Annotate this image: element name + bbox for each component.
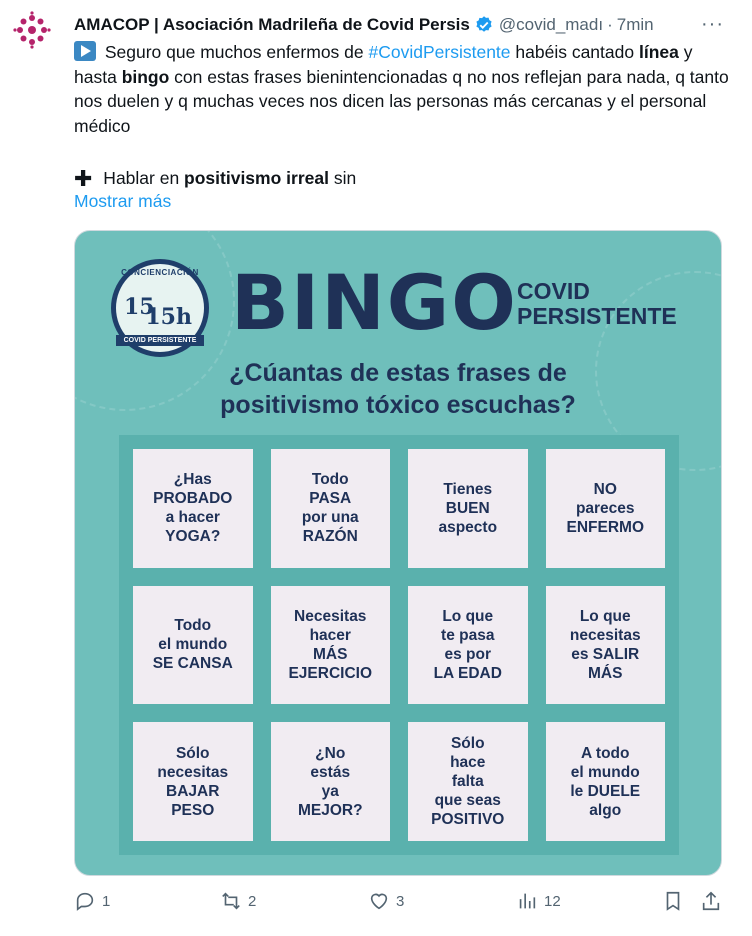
views-count: 12	[544, 892, 561, 910]
bingo-grid	[119, 435, 679, 855]
bingo-cell-line: le DUELE	[570, 782, 641, 800]
bingo-cell-line: es por	[444, 645, 491, 663]
tweet-text	[74, 40, 734, 138]
bingo-cell	[546, 722, 666, 841]
bingo-cell-line: Sólo	[450, 735, 485, 753]
bingo-cell-text	[302, 470, 359, 546]
bingo-cell-line: BUEN	[445, 499, 490, 517]
subtitle-line-1: COVID	[517, 278, 590, 304]
bingo-cell-line: hace	[450, 754, 486, 772]
badge-top-text: CONCIENCIACIÓN	[121, 268, 199, 277]
bingo-cell-line: necesitas	[157, 763, 229, 781]
like-button[interactable]	[368, 890, 404, 912]
text-part-2: habéis cantado	[510, 42, 639, 62]
more-options-icon[interactable]: ···	[701, 13, 724, 35]
bingo-cell-line: PROBADO	[153, 490, 233, 508]
bingo-cell-line: YOGA?	[165, 528, 221, 546]
subtitle-line-2: PERSISTENTE	[517, 303, 677, 329]
bingo-cell-text	[434, 607, 502, 683]
badge-number-1: 15	[124, 294, 155, 320]
plus-icon: ✚	[74, 166, 93, 191]
bingo-cell-line: SE CANSA	[152, 655, 233, 673]
bingo-cell-line: falta	[451, 773, 484, 791]
bingo-cell-text	[438, 480, 497, 537]
bingo-cell-text	[570, 744, 640, 820]
line2-post: sin	[328, 168, 357, 188]
verified-badge-icon	[474, 15, 494, 35]
bingo-cell	[133, 722, 253, 841]
bingo-cell-line: POSITIVO	[431, 811, 505, 829]
bingo-cell-line: Tienes	[443, 480, 493, 498]
bookmark-button[interactable]	[662, 890, 684, 912]
badge-bottom-text: COVID PERSISTENTE	[116, 335, 204, 346]
text-part-4: con estas frases bienintencionadas q no nos reflejan para nada, q tanto nos duelen y q muchas veces nos dicen las personas más cercanas y el personal médico	[74, 66, 729, 136]
bingo-cell-text	[288, 607, 372, 683]
bingo-cell-line: algo	[589, 801, 622, 819]
author-handle[interactable]: @covid_madı	[498, 15, 604, 34]
bingo-cell-line: Lo que	[579, 607, 631, 625]
bingo-cell-line: PESO	[171, 801, 215, 819]
tweet-text-line-2	[74, 166, 356, 191]
bookmark-icon	[662, 890, 684, 912]
question-line-2: positivismo tóxico escuchas?	[220, 391, 576, 419]
share-button[interactable]	[700, 890, 722, 912]
bingo-cell-text	[153, 616, 233, 673]
bingo-question	[75, 357, 721, 421]
bingo-cell-line: EJERCICIO	[288, 664, 373, 682]
bingo-cell-line: estás	[310, 763, 351, 781]
views-button[interactable]	[516, 890, 561, 912]
bingo-cell-line: ¿No	[315, 744, 346, 762]
bingo-subtitle	[517, 279, 677, 329]
bold-bingo: bingo	[121, 66, 170, 87]
bingo-cell	[271, 586, 391, 705]
reply-count: 1	[102, 892, 111, 910]
show-more-link[interactable]: Mostrar más	[74, 191, 172, 211]
bingo-cell-line: el mundo	[570, 763, 640, 781]
bingo-cell-line: ENFERMO	[566, 518, 644, 536]
bingo-cell-line: MÁS	[588, 664, 623, 682]
bingo-cell	[546, 449, 666, 568]
badge-number-2: 15h	[145, 304, 192, 330]
tweet-header	[74, 13, 742, 37]
timestamp[interactable]: 7min	[616, 15, 654, 34]
reply-icon	[74, 890, 96, 912]
bingo-title: BINGO	[231, 258, 518, 347]
bingo-cell-line: Todo	[311, 471, 349, 489]
bingo-cell	[408, 722, 528, 841]
bingo-cell	[271, 449, 391, 568]
bingo-cell-line: NO	[593, 480, 617, 498]
bingo-cell-line: Todo	[174, 617, 212, 635]
bingo-cell-line: pareces	[575, 499, 635, 517]
bingo-cell-line: hacer	[309, 626, 351, 644]
heart-icon	[368, 890, 390, 912]
reply-button[interactable]	[74, 890, 110, 912]
bingo-cell	[408, 449, 528, 568]
bingo-cell-line: necesitas	[569, 626, 641, 644]
like-count: 3	[396, 892, 405, 910]
bingo-cell-line: PASA	[309, 490, 352, 508]
bingo-cell-line: BAJAR	[166, 782, 220, 800]
bingo-cell-text	[431, 734, 504, 829]
bingo-cell	[133, 449, 253, 568]
bingo-cell-line: es SALIR	[571, 645, 640, 663]
bingo-cell	[546, 586, 666, 705]
bingo-cell-line: MÁS	[313, 645, 348, 663]
bingo-cell-line: Sólo	[175, 744, 210, 762]
text-part-3: y hasta	[74, 42, 693, 87]
bingo-cell-text	[570, 607, 641, 683]
bingo-cell-line: RAZÓN	[302, 528, 358, 546]
share-icon	[700, 890, 722, 912]
play-button-emoji-icon	[74, 41, 96, 61]
avatar[interactable]	[12, 10, 52, 50]
retweet-button[interactable]	[220, 890, 256, 912]
tweet-image[interactable]	[74, 230, 722, 876]
separator-dot: ·	[607, 15, 613, 34]
bingo-cell-text	[153, 470, 232, 546]
line2-pre: Hablar en	[98, 168, 185, 188]
awareness-badge-logo	[111, 259, 209, 357]
retweet-icon	[220, 890, 242, 912]
bingo-cell-line: que seas	[434, 792, 501, 810]
bingo-cell-line: te pasa	[441, 626, 495, 644]
bingo-cell	[408, 586, 528, 705]
bingo-cell-line: Lo que	[442, 607, 494, 625]
bingo-cell-line: A todo	[580, 744, 630, 762]
bingo-cell-line: por una	[301, 509, 359, 527]
text-part-1: Seguro que muchos enfermos de	[100, 42, 369, 62]
bingo-cell-line: ¿Has	[173, 471, 212, 489]
bingo-cell-line: aspecto	[438, 518, 498, 536]
bingo-cell-line: LA EDAD	[433, 664, 502, 682]
line2-bold: positivismo irreal	[184, 168, 329, 188]
bingo-cell-line: Necesitas	[294, 607, 367, 625]
question-line-1: ¿Cúantas de estas frases de	[229, 359, 567, 387]
bingo-cell	[133, 586, 253, 705]
bingo-cell-line: ya	[321, 782, 339, 800]
bingo-cell-line: el mundo	[158, 636, 228, 654]
bold-linea: línea	[638, 42, 679, 62]
bingo-cell-text	[567, 480, 645, 537]
bingo-cell-line: MEJOR?	[297, 801, 363, 819]
hashtag-link[interactable]: #CovidPersistente	[368, 42, 511, 62]
views-chart-icon	[516, 890, 538, 912]
bingo-cell-text	[298, 744, 363, 820]
retweet-count: 2	[248, 892, 257, 910]
author-name[interactable]: AMACOP | Asociación Madrileña de Covid Persis	[74, 15, 470, 34]
bingo-cell-text	[157, 744, 228, 820]
bingo-cell	[271, 722, 391, 841]
tweet-actions	[74, 890, 734, 922]
bingo-cell-line: a hacer	[165, 509, 220, 527]
